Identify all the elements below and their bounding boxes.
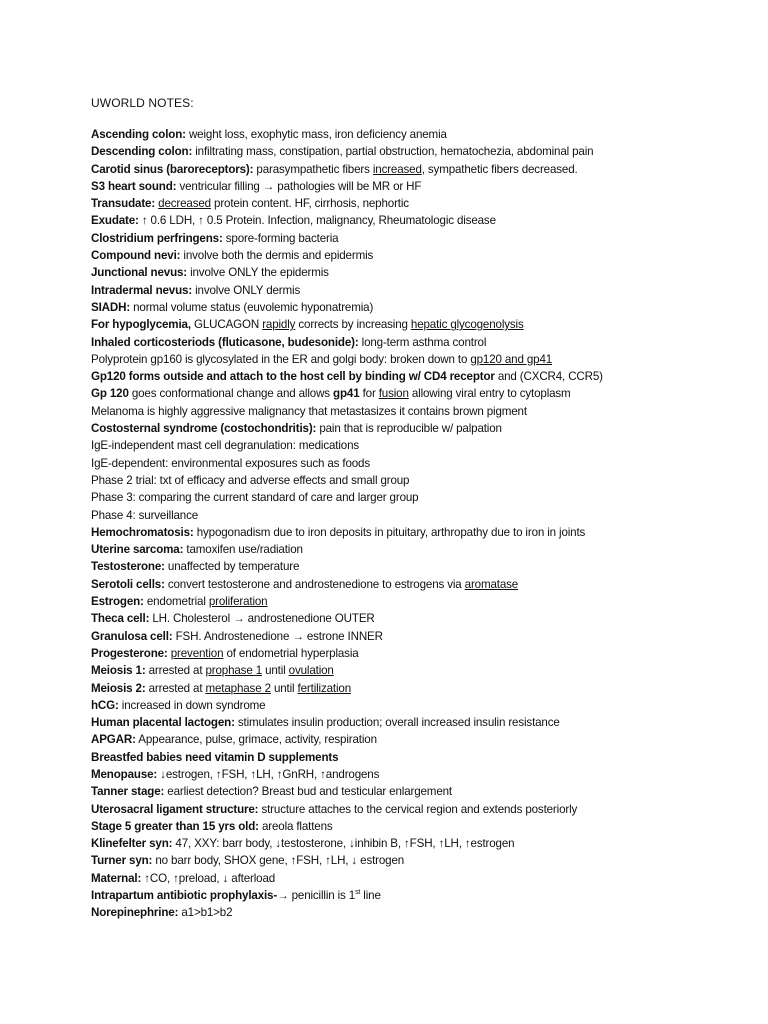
note-segment: Hemochromatosis: (91, 525, 194, 539)
note-segment: Phase 2 trial: txt of efficacy and adverse effects and small group (91, 473, 410, 487)
notes-list (91, 126, 751, 922)
note-segment: prevention (170, 646, 224, 660)
note-segment: of endometrial hyperplasia (223, 646, 359, 660)
note-line (91, 143, 751, 160)
note-segment: Exudate: (91, 214, 139, 228)
note-line (91, 870, 751, 887)
note-line (91, 507, 751, 524)
note-segment: proliferation (208, 595, 268, 609)
note-segment: ↑CO, ↑preload, ↓ afterload (141, 871, 276, 885)
note-segment: goes conformational change and allows (128, 387, 334, 401)
note-segment: and (CXCR4, CCR5) (494, 370, 603, 384)
note-segment: normal volume status (euvolemic hyponatremia) (130, 300, 374, 314)
note-segment: ↑ 0.6 LDH, ↑ 0.5 Protein. Infection, malignancy, Rheumatologic disease (138, 214, 496, 228)
note-segment: IgE-dependent: environmental exposures such as foods (91, 456, 371, 470)
note-segment: SIADH: (91, 300, 131, 314)
note-segment: GLUCAGON (190, 318, 263, 332)
note-line (91, 126, 751, 143)
note-segment: Uterosacral ligament structure: (91, 802, 259, 816)
note-line (91, 783, 751, 800)
note-segment: until (270, 681, 298, 695)
note-segment: endometrial (143, 595, 209, 609)
note-segment: ovulation (288, 664, 334, 678)
note-segment: corrects by increasing (295, 318, 411, 332)
note-superscript: st (355, 889, 361, 897)
note-line (91, 420, 751, 437)
note-segment: Clostridium perfringens: (91, 231, 223, 245)
note-segment: fertilization (297, 681, 352, 695)
note-line (91, 334, 751, 351)
note-segment: Gp120 forms outside and attach to the host cell by binding w/ CD4 receptor (91, 370, 495, 384)
note-segment: allowing viral entry to cytoplasm (408, 387, 571, 401)
note-segment: unaffected by temperature (164, 560, 300, 574)
note-segment: spore-forming bacteria (222, 231, 339, 245)
note-segment: Intrapartum antibiotic prophylaxis- (91, 889, 278, 903)
note-line (91, 749, 751, 766)
note-line (91, 299, 751, 316)
note-segment: IgE-independent mast cell degranulation: medications (91, 439, 360, 453)
note-line (91, 351, 751, 368)
note-segment: LH. Cholesterol → androstenedione OUTER (149, 612, 375, 626)
note-line (91, 628, 751, 645)
note-line (91, 316, 751, 333)
note-line (91, 801, 751, 818)
note-segment: increased (372, 162, 422, 176)
note-segment: aromatase (464, 577, 519, 591)
note-segment: Maternal: (91, 871, 142, 885)
note-segment: Granulosa cell: (91, 629, 173, 643)
note-segment: Uterine sarcoma: (91, 543, 184, 557)
note-line (91, 385, 751, 402)
note-segment: Inhaled corticosteriods (fluticasone, budesonide): (91, 335, 359, 349)
note-segment: tamoxifen use/radiation (183, 543, 303, 557)
note-segment: Testosterone: (91, 560, 165, 574)
note-line (91, 524, 751, 541)
note-segment: line (360, 889, 381, 903)
note-segment: rapidly (262, 318, 296, 332)
note-segment: Ascending colon: (91, 128, 186, 141)
note-line (91, 195, 751, 212)
document-title: UWORLD NOTES: (91, 96, 194, 110)
note-segment: convert testosterone and androstenedione to estrogens via (164, 577, 465, 591)
note-segment: Descending colon: (91, 145, 193, 159)
note-segment: Compound nevi: (91, 249, 181, 263)
note-line (91, 610, 751, 627)
note-segment: gp120 and gp41 (470, 352, 553, 366)
note-segment: Stage 5 greater than 15 yrs old: (91, 819, 259, 833)
note-segment: decreased (158, 197, 211, 211)
note-segment: Turner syn: (91, 854, 153, 868)
note-line (91, 472, 751, 489)
note-segment: infiltrating mass, constipation, partial obstruction, hematochezia, abdominal pain (192, 145, 594, 159)
note-line (91, 835, 751, 852)
note-line (91, 161, 751, 178)
note-line (91, 887, 751, 904)
note-line (91, 680, 751, 697)
note-segment: Klinefelter syn: (91, 837, 173, 851)
note-segment: , sympathetic fibers decreased. (421, 162, 578, 176)
note-segment: hepatic glycogenolysis (410, 318, 524, 332)
note-segment: pain that is reproducible w/ palpation (316, 422, 502, 436)
note-segment: Costosternal syndrome (costochondritis): (91, 422, 317, 436)
note-segment: involve ONLY the epidermis (187, 266, 329, 280)
note-segment: hCG: (91, 698, 119, 712)
note-segment: FSH. Androstenedione → estrone INNER (172, 629, 383, 643)
note-line (91, 818, 751, 835)
note-segment: Menopause: (91, 767, 158, 781)
note-segment: a1>b1>b2 (178, 906, 233, 920)
note-line (91, 437, 751, 454)
note-line (91, 247, 751, 264)
note-segment: Theca cell: (91, 612, 150, 626)
note-line (91, 455, 751, 472)
note-segment: long-term asthma control (358, 335, 487, 349)
note-segment: ↓estrogen, ↑FSH, ↑LH, ↑GnRH, ↑androgens (157, 767, 380, 781)
note-segment: Progesterone: (91, 646, 168, 660)
note-segment: Estrogen: (91, 595, 144, 609)
note-line (91, 731, 751, 748)
note-segment: Transudate: (91, 197, 156, 211)
note-line (91, 766, 751, 783)
note-line (91, 212, 751, 229)
note-segment: increased in down syndrome (118, 698, 266, 712)
note-segment: Serotoli cells: (91, 577, 165, 591)
note-segment: until (262, 664, 289, 678)
note-segment: areola flattens (258, 819, 333, 833)
note-segment: Norepinephrine: (91, 906, 179, 920)
note-segment: Phase 3: comparing the current standard of care and larger group (91, 491, 419, 505)
note-segment: fusion (378, 387, 409, 401)
note-line (91, 230, 751, 247)
note-segment: Appearance, pulse, grimace, activity, respiration (135, 733, 377, 747)
note-segment: structure attaches to the cervical region and extends posteriorly (258, 802, 578, 816)
note-segment: Polyprotein gp160 is glycosylated in the ER and golgi body: broken down to (91, 352, 471, 366)
note-line (91, 541, 751, 558)
note-segment: arrested at (145, 681, 206, 695)
note-line (91, 178, 751, 195)
note-segment: Meiosis 2: (91, 681, 146, 695)
note-segment: For hypoglycemia, (91, 318, 191, 332)
note-line (91, 714, 751, 731)
note-line (91, 576, 751, 593)
note-segment: arrested at (145, 664, 206, 678)
note-segment: Phase 4: surveillance (91, 508, 199, 522)
note-line (91, 403, 751, 420)
note-line (91, 904, 751, 921)
note-segment: → penicillin is 1 (277, 889, 356, 903)
note-line (91, 558, 751, 575)
note-segment: hypogonadism due to iron deposits in pituitary, arthropathy due to iron in joints (193, 525, 586, 539)
note-segment: weight loss, exophytic mass, iron deficiency anemia (185, 128, 447, 141)
note-segment: involve ONLY dermis (192, 283, 301, 297)
note-segment: stimulates insulin production; overall increased insulin resistance (234, 716, 560, 730)
note-segment: Tanner stage: (91, 785, 165, 799)
note-segment: Gp 120 (91, 387, 129, 401)
note-line (91, 368, 751, 385)
note-segment: Carotid sinus (baroreceptors): (91, 162, 254, 176)
note-segment: parasympathetic fibers (253, 162, 373, 176)
note-line (91, 697, 751, 714)
note-line (91, 264, 751, 281)
note-segment: Melanoma is highly aggressive malignancy that metastasizes it contains brown pigment (91, 404, 527, 418)
note-segment: gp41 (333, 387, 360, 401)
note-segment: prophase 1 (205, 664, 262, 678)
note-segment: protein content. HF, cirrhosis, nephortic (210, 197, 409, 211)
note-segment: metaphase 2 (205, 681, 271, 695)
note-segment: Junctional nevus: (91, 266, 188, 280)
note-line (91, 662, 751, 679)
note-line (91, 282, 751, 299)
note-segment: APGAR: (91, 733, 136, 747)
note-segment: Intradermal nevus: (91, 283, 193, 297)
note-segment: S3 heart sound: (91, 179, 177, 193)
note-segment: involve both the dermis and epidermis (180, 249, 374, 263)
note-line (91, 852, 751, 869)
note-segment: ventricular filling → pathologies will be MR or HF (176, 179, 422, 193)
note-line (91, 593, 751, 610)
note-line (91, 645, 751, 662)
note-segment: no barr body, SHOX gene, ↑FSH, ↑LH, ↓ estrogen (152, 854, 405, 868)
note-line (91, 489, 751, 506)
note-segment: Breastfed babies need vitamin D supplements (91, 750, 339, 764)
note-segment: Human placental lactogen: (91, 716, 235, 730)
note-segment: earliest detection? Breast bud and testicular enlargement (164, 785, 452, 799)
note-segment: for (359, 387, 379, 401)
note-segment: 47, XXY: barr body, ↓testosterone, ↓inhibin B, ↑FSH, ↑LH, ↑estrogen (172, 837, 515, 851)
note-segment: Meiosis 1: (91, 664, 146, 678)
